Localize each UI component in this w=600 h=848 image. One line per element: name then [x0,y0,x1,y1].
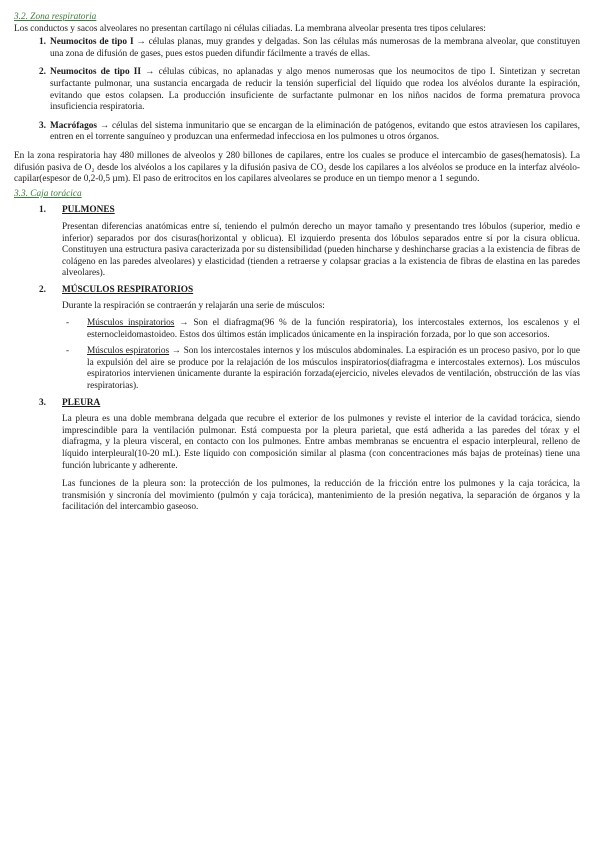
arrow-icon: → [96,120,113,131]
list-number: 1. [39,37,46,48]
dash-bullet: - [66,318,70,329]
zona-intro: Los conductos y sacos alveolares no presentan cartílago ni células ciliadas. La membrana alveolar presenta tres tipos celulares: [14,23,486,34]
pleura-paragraph-2: Las funciones de la pleura son: la protección de los pulmones, la reducción de la fricción entre los pulmones y la caja torácica, la transmisión y sincronía del movimiento (pulmón y caja torácica), mantenimiento de la presión negativa, la separación de órganos y la facilitación del intercambio gaseoso. [62,479,580,513]
list-item [66,318,580,341]
heading-number: 3. [39,397,46,408]
cell-term: Neumocitos de tipo I [50,37,134,48]
pleura-paragraph-1: La pleura es una doble membrana delgada que recubre el exterior de los pulmones y reviste el interior de la cavidad torácica, siendo imprescindible para la ventilación pulmonar. Está compuesta por la pleura parietal, que está adherida a las paredes del tórax y el diafragma, y la pleura visceral, en contacto con los pulmones. Entre ambas membranas se encuentra el espacio interpleural, relleno de líquido interpleural(10-20 mL). Este líquido con composición similar al plasma (con concentraciones más bajas de proteínas) tiene una función lubricante y adherente. [62,414,580,471]
heading-number: 1. [39,205,46,216]
arrow-icon: → [174,318,194,329]
musculos-intro: Durante la respiración se contraerán y relajarán una serie de músculos: [62,301,325,312]
pulmones-paragraph: Presentan diferencias anatómicas entre sí, teniendo el pulmón derecho un mayor tamaño y presentando tres lóbulos (superior, medio e inferior) separados por dos cisuras(horizontal y oblicua). El izquierdo presenta dos lóbulos separados entre sí por la cisura oblicua. Constituyen una estructura pasiva caracterizada por su distensibilidad (pueden hincharse y deshincharse gracias a la existencia de fibras de colágeno en las paredes alveolares) y elasticidad (tienden a retraerse y colapsar gracias a la existencia de fibras de elastina en las paredes alveolares). [62,221,580,279]
zona-paragraph: En la zona respiratoria hay 480 millones de alveolos y 280 billones de capilares, entre los cuales se produce el intercambio de gases(hematosis). La difusión pasiva de O₂ desde los alvéolos a los capilares y la difusión pasiva de CO₂ desde los capilares a los alvéolos se produce en la interfaz alvéolo-capilar(espesor de 0,2-0,5 µm). El paso de eritrocitos en los capilares alveolares se produce en un tiempo menor a 1 segundo. [14,150,580,185]
list-item [14,37,580,60]
document-page [14,12,580,514]
cell-description: células planas, muy grandes y delgadas. Son las células más numerosas de la membrana alveolar, que constituyen una zona de difusión de gases, pues estos pueden difundir fácilmente a través de ellas. [50,37,580,59]
list-item [14,121,580,144]
cell-term: Neumocitos de tipo II [50,67,141,78]
muscle-description: Son el diafragma(96 % de la función respiratoria), los intercostales externos, los escalenos y el esternocleidomastoideo. Estos dos últimos están implicados únicamente en la inspiración forzada, por lo que son accesorios. [87,318,580,340]
muscle-description: Son los intercostales internos y los músculos abdominales. La espiración es un proceso pasivo, por lo que la expulsión del aire se produce por la relajación de los músculos inspiratorios(diafragma e intercostales externos). Los músculos espiratorios intervienen únicamente durante la espiración forzada(ejercicio, niveles elevados de ventilación, obstrucción de las vías respiratorias). [87,346,580,392]
dash-bullet: - [66,346,70,357]
list-item [66,346,580,392]
muscle-term: Músculos espiratorios [87,346,170,357]
heading-pleura [14,398,580,410]
section-title-zona-respiratoria: 3.2. Zona respiratoria [14,12,97,22]
cell-description: células cúbicas, no aplanadas y algo menos numerosas que los neumocitos de tipo I. Sintetizan y secretan surfactante pulmonar, una sustancia encargada de reducir la tensión superficial del líquido que rodea los alvéolos durante la espiración, evitando que estos colapsen. La producción insuficiente de surfactante pulmonar en los niños nacidos de forma prematura provoca insuficiencia respiratoria. [50,67,580,113]
list-number: 3. [39,120,46,131]
list-number: 2. [39,67,46,78]
heading-number: 2. [39,284,46,295]
muscle-term: Músculos inspiratorios [87,318,175,329]
cell-description: células del sistema inmunitario que se encargan de la eliminación de patógenos, evitando que estos atraviesen los capilares, entren en el torrente sanguíneo y produzcan una enfermedad infecciosa en los pulmones u otros órganos. [50,120,580,143]
section-title-caja-toracica: 3.3. Caja torácica [14,188,82,199]
heading-text: PULMONES [62,205,115,216]
arrow-icon: → [141,67,159,78]
list-item [14,67,580,113]
heading-text: MÚSCULOS RESPIRATORIOS [62,284,194,295]
arrow-icon: → [169,346,184,357]
arrow-icon: → [133,37,149,48]
heading-pulmones [14,205,580,217]
cell-types-list [14,37,580,144]
cell-term: Macrófagos [50,120,97,131]
heading-text: PLEURA [62,397,101,408]
heading-musculos [14,285,580,297]
